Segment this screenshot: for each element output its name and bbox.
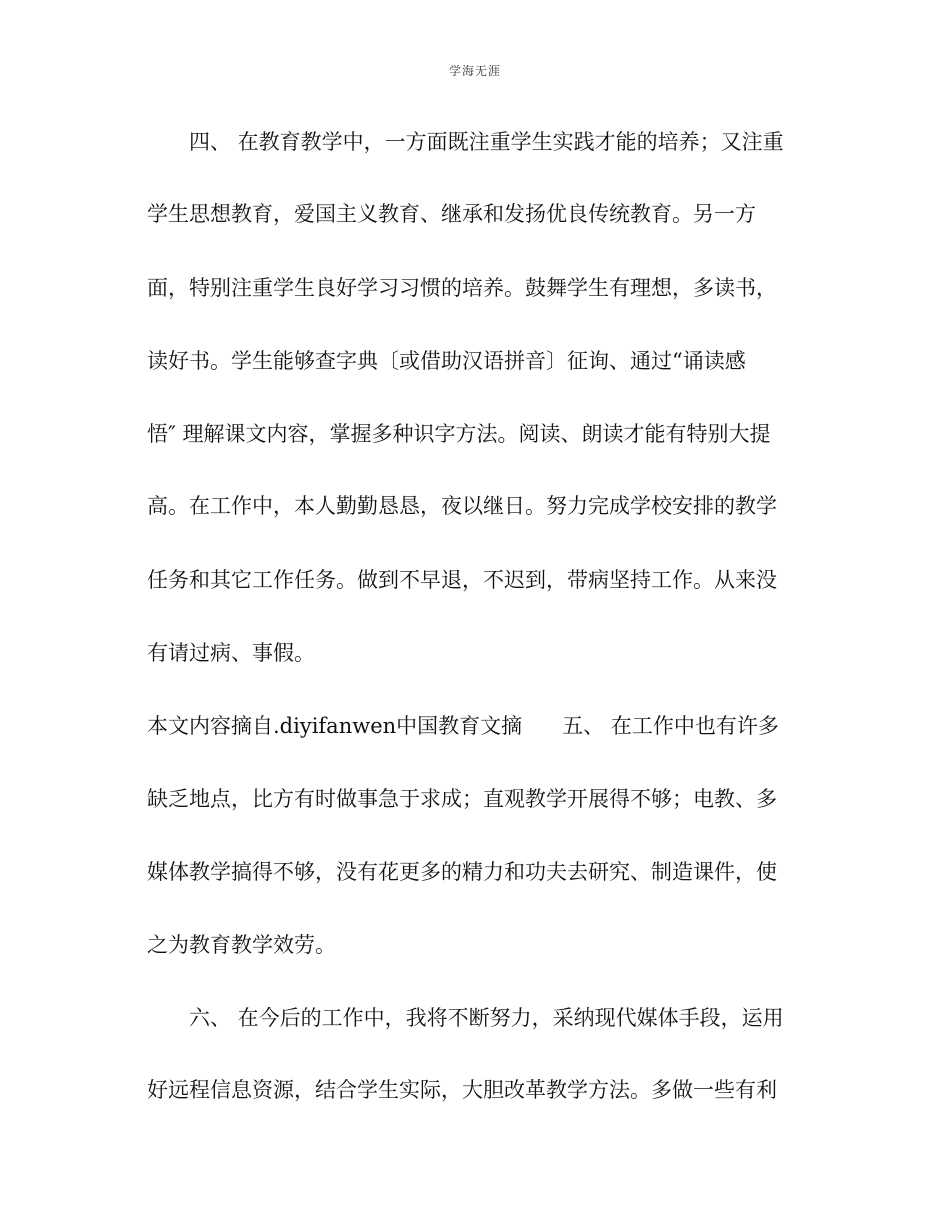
paragraph-line: 读好书。学生能够查字典〔或借助汉语拼音〕征询、通过“诵读感 <box>147 349 746 373</box>
paragraph-line: 缺乏地点，比方有时做事急于求成；直观教学开展得不够；电教、多 <box>147 787 777 811</box>
paragraph-line: 四、 在教育教学中，一方面既注重学生实践才能的培养；又注重 <box>189 130 784 154</box>
section-five-start: 五、 在工作中也有许多 <box>562 714 779 738</box>
paragraph-line: 学生思想教育，爱国主义教育、继承和发扬优良传统教育。另一方 <box>147 202 756 226</box>
paragraph-line: 好远程信息资源，结合学生实际，大胆改革教学方法。多做一些有利 <box>147 1078 777 1102</box>
paragraph-line: 有请过病、事假。 <box>147 641 315 665</box>
paragraph-line-mixed <box>147 712 817 740</box>
paragraph-line: 之为教育教学效劳。 <box>147 933 336 957</box>
paragraph-line: 任务和其它工作任务。做到不早退，不迟到，带病坚持工作。从来没 <box>147 568 777 592</box>
paragraph-line: 六、 在今后的工作中，我将不断努力，采纳现代媒体手段，运用 <box>189 1006 784 1030</box>
source-note: 本文内容摘自.diyifanwen中国教育文摘 <box>147 714 523 738</box>
paragraph-line: 悟″ 理解课文内容，掌握多种识字方法。阅读、朗读才能有特别大提 <box>147 422 771 446</box>
paragraph-line: 面，特别注重学生良好学习习惯的培养。鼓舞学生有理想，多读书， <box>147 276 777 300</box>
paragraph-line: 高。在工作中，本人勤勤恳恳，夜以继日。努力完成学校安排的教学 <box>147 494 777 518</box>
paragraph-line: 媒体教学搞得不够，没有花更多的精力和功夫去研究、制造课件，使 <box>147 860 777 884</box>
page-header: 学海无涯 <box>448 64 501 78</box>
